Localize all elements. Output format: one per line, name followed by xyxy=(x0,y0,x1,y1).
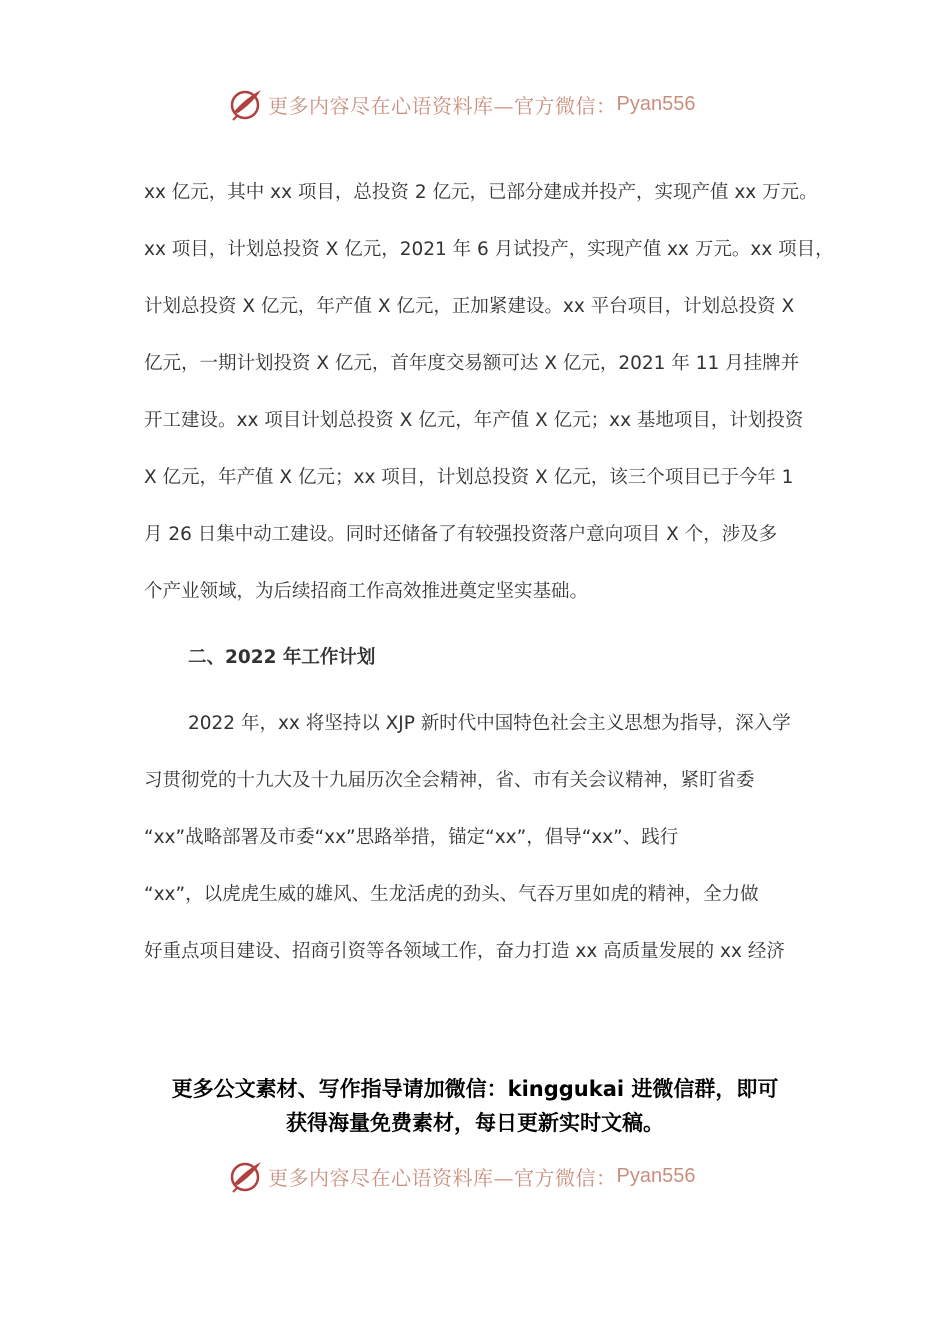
watermark-wechat-id: Pyan556 xyxy=(616,1164,696,1187)
text-line: 开工建设。xx 项目计划总投资 X 亿元，年产值 X 亿元；xx 基地项目，计划投资 xyxy=(144,410,804,431)
text-line: “xx”，以虎虎生威的雄风、生龙活虎的劲头、气吞万里如虎的精神，全力做 xyxy=(144,884,759,905)
text-line: 习贯彻党的十九大及十九届历次全会精神，省、市有关会议精神，紧盯省委 xyxy=(144,770,755,791)
promo-line-2: 获得海量免费素材，每日更新实时文稿。 xyxy=(286,1111,664,1135)
watermark-text: 更多内容尽在心语资料库—官方微信： xyxy=(268,1165,617,1190)
text-line: 计划总投资 X 亿元，年产值 X 亿元，正加紧建设。xx 平台项目，计划总投资 X xyxy=(144,296,795,317)
footer-watermark xyxy=(228,1156,695,1196)
text-line: “xx”战略部署及市委“xx”思路举措，锚定“xx”，倡导“xx”、践行 xyxy=(144,827,679,848)
text-line: X 亿元，年产值 X 亿元；xx 项目，计划总投资 X 亿元，该三个项目已于今年 1 xyxy=(144,467,794,488)
text-line: 亿元，一期计划投资 X 亿元，首年度交易额可达 X 亿元，2021 年 11 月挂牌并 xyxy=(144,353,800,374)
quill-logo-icon xyxy=(228,86,264,122)
text-line: 月 26 日集中动工建设。同时还储备了有较强投资落户意向项目 X 个，涉及多 xyxy=(144,524,778,545)
text-line: 个产业领域，为后续招商工作高效推进奠定坚实基础。 xyxy=(144,581,589,602)
text-line: 2022 年，xx 将坚持以 XJP 新时代中国特色社会主义思想为指导，深入学 xyxy=(188,713,791,734)
header-watermark xyxy=(228,84,695,124)
text-line: 好重点项目建设、招商引资等各领域工作，奋力打造 xx 高质量发展的 xx 经济 xyxy=(144,941,785,962)
watermark-text: 更多内容尽在心语资料库—官方微信： xyxy=(268,93,617,118)
quill-logo-icon xyxy=(228,1158,264,1194)
text-line: xx 亿元，其中 xx 项目，总投资 2 亿元，已部分建成并投产，实现产值 xx 万元。 xyxy=(144,182,818,203)
watermark-wechat-id: Pyan556 xyxy=(616,92,696,115)
text-line: xx 项目，计划总投资 X 亿元，2021 年 6 月试投产，实现产值 xx 万元。xx 项目， xyxy=(144,239,834,260)
section-heading: 二、2022 年工作计划 xyxy=(188,647,376,668)
promo-line-1: 更多公文素材、写作指导请加微信：kinggukai 进微信群，即可 xyxy=(171,1077,779,1101)
